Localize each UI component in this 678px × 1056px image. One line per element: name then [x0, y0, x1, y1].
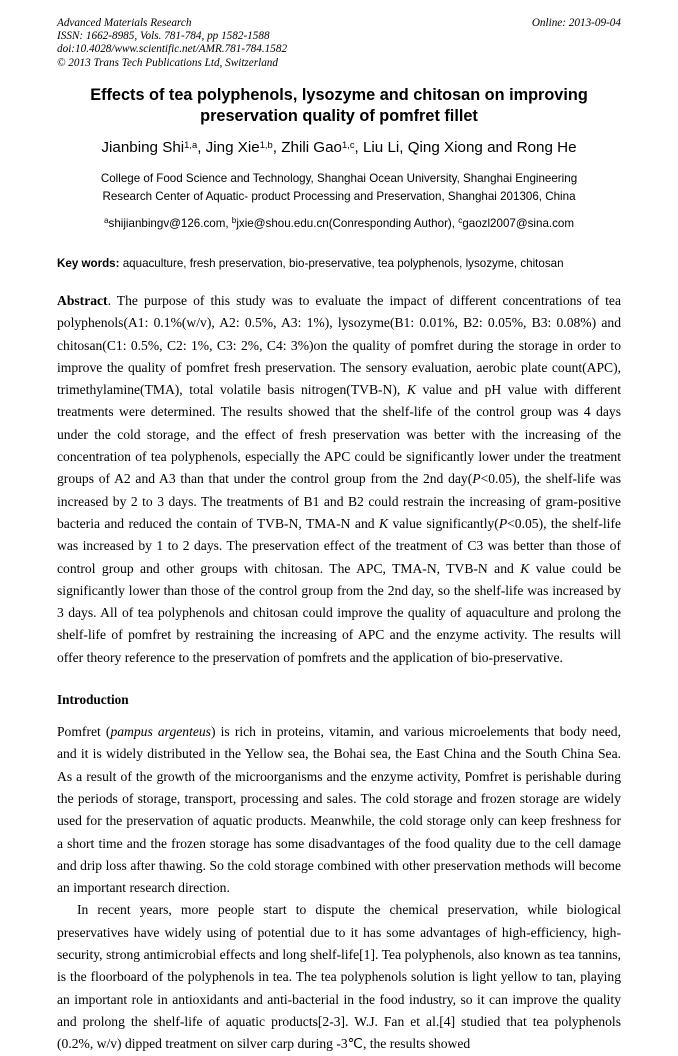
- title-line-2: preservation quality of pomfret fillet: [200, 107, 478, 125]
- title-line-1: Effects of tea polyphenols, lysozyme and chitosan on improving: [90, 86, 588, 104]
- copyright: © 2013 Trans Tech Publications Ltd, Switzerland: [57, 56, 278, 69]
- journal-name: Advanced Materials Research: [57, 17, 192, 29]
- abstract-text-4: value significantly(: [388, 515, 499, 531]
- doi: doi:10.4028/www.scientific.net/AMR.781-784.1582: [57, 43, 288, 56]
- abstract-p-symbol-1: P: [472, 471, 481, 487]
- author-names-remaining: , Liu Li, Qing Xiong and Rong He: [354, 139, 577, 156]
- author-emails: [57, 216, 621, 232]
- intro-p1-text-1: Pomfret (: [57, 724, 111, 740]
- keywords-values: aquaculture, fresh preservation, bio-preservative, tea polyphenols, lysozyme, chitosan: [119, 257, 564, 270]
- page-title: [79, 85, 599, 127]
- running-header: [57, 17, 621, 73]
- affiliation-line-2: Research Center of Aquatic- product Processing and Preservation, Shanghai 201306, China: [102, 189, 576, 203]
- abstract-k-symbol-2: K: [378, 515, 389, 531]
- introduction-paragraph-2: In recent years, more people start to dispute the chemical preservation, while biological preservatives have widely using of potential due to it has some advantages of high-efficiency, high-security, strong antimicrobial effects and long shelf-life[1]. Tea polyphenols, also known as tea tannins, is the floorboard of the polyphenols in tea. The tea polyphenols solution is light yellow to tan, playing an important role in antioxidants and anti-bacterial in the food industry, so it can improve the quality and prolong the shelf-life of aquatic products[2-3]. W.J. Fan et al.[4] studied that tea polyphenols (0.2%, w/v) dipped treatment on silver carp during -3℃, the results showed: [57, 902, 621, 1052]
- author-name-2: Jing Xie: [205, 139, 260, 156]
- author-separator-2: ,: [272, 139, 282, 156]
- email-address-b: jxie@shou.edu.cn(Conresponding Author),: [236, 217, 459, 230]
- author-name-1: Jianbing Shi: [101, 139, 185, 156]
- email-marker-c: c: [458, 216, 463, 225]
- author-affil-marker-2: 1,b: [259, 139, 273, 150]
- email-marker-a: a: [103, 216, 109, 225]
- author-affil-marker-1: 1,a: [184, 139, 198, 150]
- keywords-label: Key words:: [57, 257, 120, 270]
- affiliation-line-1: College of Food Science and Technology, Shanghai Ocean University, Shanghai Engineering: [100, 172, 578, 185]
- email-address-a: shijianbingv@126.com,: [108, 217, 232, 230]
- author-name-3: Zhili Gao: [281, 139, 342, 156]
- author-separator-1: ,: [197, 139, 206, 156]
- species-name: pampus argenteus: [110, 724, 211, 740]
- abstract-text-1: . The purpose of this study was to evaluate the impact of different concentrations of tea polyphenols(A1: 0.1%(w/v), A2: 0.5%, A3: 1%), lysozyme(B1: 0.01%, B2: 0.05%, B3: 0.08%) and chitosan(C1: 0.5%, C2: 1%, C3: 2%, C4: 3%)on the quality of pomfret during the storage in order to improve the quality of pomfret fresh preservation. The sensory evaluation, aerobic plate count(APC), trimethylamine(TMA), total volatile basis nitrogen(TVB-N),: [57, 293, 621, 398]
- keywords-line: [57, 256, 621, 272]
- author-affil-marker-3: 1,c: [342, 139, 355, 150]
- abstract-text-2: value and pH value with different treatments were determined. The results showed that the shelf-life of the control group was 4 days under the cold storage, and the effect of fresh preservation was better with the increasing of the concentration of tea polyphenols, especially the APC could be significantly lower under the treatment groups of A2 and A3 than that under the control group from the 2nd day(: [57, 382, 621, 487]
- affiliation-block: [57, 170, 621, 205]
- abstract-p-symbol-2: P: [498, 515, 508, 531]
- online-publication-date: Online: 2013-09-04: [531, 17, 621, 29]
- abstract-text-3: <0.05), the shelf-life was increased by 2 to 3 days. The treatments of B1 and B2 could restrain the increasing of gram-positive bacteria and reduced the contain of TVB-N, TMA-N and: [57, 471, 622, 531]
- issn-volume-pages: ISSN: 1662-8985, Vols. 781-784, pp 1582-1588: [57, 30, 270, 43]
- email-marker-b: b: [231, 216, 237, 225]
- journal-identity-block: [57, 17, 452, 70]
- abstract-k-symbol-1: K: [406, 382, 416, 398]
- abstract-paragraph: [57, 290, 621, 669]
- introduction-paragraph-1: [57, 721, 621, 899]
- intro-p1-text-2: ) is rich in proteins, vitamin, and various microelements that body need, and it is widely distributed in the Yellow sea, the Bohai sea, the East China and the South China Sea. As a result of the growth of the microorganisms and the enzyme activity, Pomfret is perishable during the periods of storage, transport, processing and sales. The cold storage and frozen storage are widely used for the preservation of aquatic products. Meanwhile, the cold storage only can keep freshness for a short time and the frozen storage has some disadvantages of the food quality due to the cell damage and drip loss after thawing. So the cold storage combined with other preservation methods will become an important research direction.: [57, 724, 621, 896]
- abstract-text-5: <0.05), the shelf-life was increased by 1 to 2 days. The preservation effect of the treatment of C3 was better than those of control group and other groups with chitosan. The APC, TMA-N, TVB-N and: [57, 515, 622, 576]
- author-list: [57, 138, 621, 158]
- abstract-k-symbol-3: K: [520, 560, 530, 576]
- section-heading-introduction: Introduction: [57, 692, 129, 708]
- abstract-label: Abstract: [57, 293, 108, 308]
- email-address-c: gaozl2007@sina.com: [462, 217, 575, 230]
- abstract-text-6: value could be significantly lower than those of the control group from the 2nd day, so the shelf-life was increased by 3 days. All of tea polyphenols and chitosan could improve the quality of aquaculture and prolong the shelf-life of pomfret by restraining the increasing of APC and the enzyme activity. The results will offer theory reference to the preservation of pomfrets and the application of bio-preservative.: [57, 560, 621, 665]
